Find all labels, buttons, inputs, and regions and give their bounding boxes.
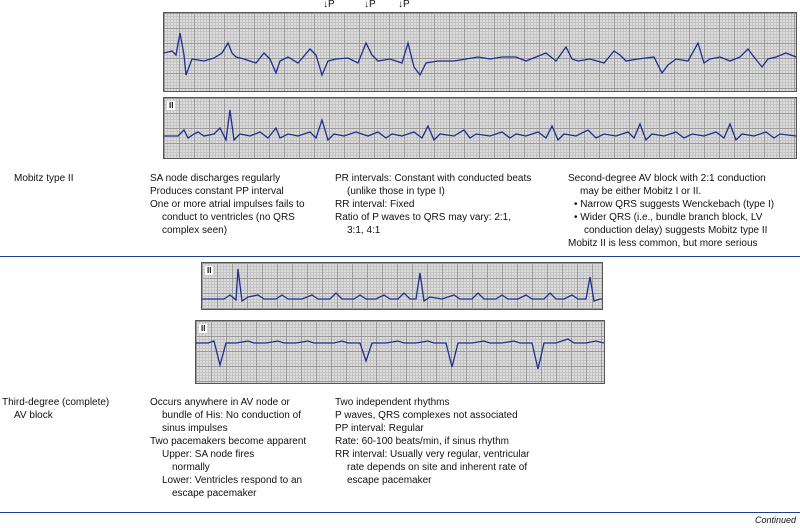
mobitz-notes-column: [568, 172, 798, 250]
down-arrow-icon: ↓: [398, 0, 403, 10]
text-line: rate depends on site and inherent rate of: [347, 462, 528, 473]
p-wave-marker-3: ↓P: [398, 0, 410, 10]
text-line: Occurs anywhere in AV node or: [150, 397, 290, 408]
text-line: Second-degree AV block with 2:1 conduction: [568, 173, 766, 184]
text-line: RR interval: Fixed: [335, 199, 415, 210]
text-line: sinus impulses: [162, 423, 228, 434]
text-line: 3:1, 4:1: [347, 225, 381, 236]
text-line: Two pacemakers become apparent: [150, 436, 307, 447]
ecg-trace: [202, 263, 602, 309]
bullet-item: • Narrow QRS suggests Wenckebach (type I): [574, 199, 775, 210]
text-line: RR interval: Usually very regular, ventricular: [335, 449, 530, 460]
text-line: PR intervals: Constant with conducted beats: [335, 173, 532, 184]
text-line: SA node discharges regularly: [150, 173, 281, 184]
ecg-strip-third-degree-top: [201, 262, 603, 310]
section-divider: [0, 256, 800, 257]
bottom-divider: [0, 512, 800, 513]
third-degree-characteristics-column: [335, 396, 565, 487]
bullet-item-continued: conduction delay) suggests Mobitz type II: [584, 225, 768, 236]
ecg-trace: [196, 321, 604, 383]
down-arrow-icon: ↓: [323, 0, 328, 10]
continued-label: Continued: [754, 515, 796, 525]
text-line: complex seen): [162, 225, 228, 236]
rhythm-name-third-degree: Third-degree (complete) AV block: [2, 397, 110, 421]
text-line: may be either Mobitz I or II.: [580, 186, 702, 197]
mobitz-description-column: [150, 172, 330, 237]
p-wave-marker-1: ↓P: [323, 0, 335, 10]
bullet-item: • Wider QRS (i.e., bundle branch block, LV: [574, 212, 763, 223]
text-line: PP interval: Regular: [335, 423, 424, 434]
text-line: escape pacemaker: [347, 475, 432, 486]
mobitz-characteristics-column: [335, 172, 555, 237]
lead-label: II: [201, 324, 206, 333]
ecg-strip-third-degree-bottom: [195, 320, 605, 384]
ecg-strip-mobitz-bottom: [163, 97, 797, 159]
text-line: One or more atrial impulses fails to: [150, 199, 305, 210]
text-line: (unlike those in type I): [347, 186, 445, 197]
text-line: conduct to ventricles (no QRS: [162, 212, 295, 223]
ecg-trace: [164, 13, 796, 91]
text-line: Two independent rhythms: [335, 397, 450, 408]
text-line: P waves, QRS complexes not associated: [335, 410, 518, 421]
ecg-strip-mobitz-top: [163, 12, 797, 92]
text-line: bundle of His: No conduction of: [162, 410, 301, 421]
lead-label: II: [207, 266, 212, 275]
lead-label: II: [169, 101, 174, 110]
text-line: normally: [172, 462, 210, 473]
p-wave-marker-2: ↓P: [364, 0, 376, 10]
text-line: Lower: Ventricles respond to an: [162, 475, 303, 486]
text-line: escape pacemaker: [172, 488, 257, 499]
text-line: Mobitz II is less common, but more serious: [568, 238, 758, 249]
text-line: Produces constant PP interval: [150, 186, 284, 197]
text-line: Rate: 60-100 beats/min, if sinus rhythm: [335, 436, 509, 447]
text-line: Ratio of P waves to QRS may vary: 2:1,: [335, 212, 511, 223]
third-degree-description-column: [150, 396, 330, 500]
text-line: Upper: SA node fires: [162, 449, 255, 460]
down-arrow-icon: ↓: [364, 0, 369, 10]
rhythm-name-mobitz: Mobitz type II: [14, 173, 74, 184]
ecg-trace: [164, 98, 796, 158]
